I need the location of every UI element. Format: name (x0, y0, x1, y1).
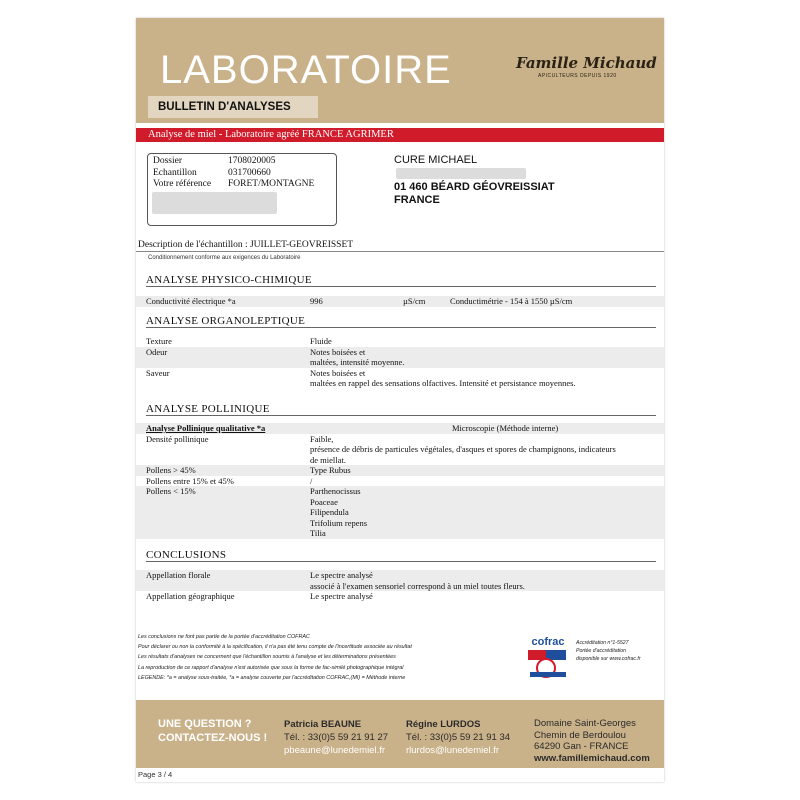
cofrac-logo-icon (524, 632, 572, 680)
sample-description (136, 240, 664, 252)
table-row (136, 528, 664, 539)
contact-email[interactable]: rlurdos@lunedemiel.fr (406, 745, 500, 756)
conclusions-rows (136, 570, 664, 602)
row-value: Parthenocissus (310, 486, 361, 496)
dossier-label: Dossier (153, 156, 183, 166)
lab-title: LABORATOIRE (160, 48, 452, 92)
dossier-value: FORET/MONTAGNE (228, 179, 315, 189)
contact-email[interactable]: pbeaune@lunedemiel.fr (284, 745, 386, 756)
row-value: Trifolium repens (310, 517, 368, 528)
table-row (136, 581, 664, 592)
address-line: 64290 Gan - FRANCE (534, 741, 629, 752)
website-link[interactable]: www.famillemichaud.com (534, 752, 650, 764)
pollinique-rows (136, 423, 664, 539)
dossier-row (153, 168, 336, 180)
table-row (136, 368, 664, 379)
dossier-value: 031700660 (228, 167, 271, 178)
bulletin-label: BULLETIN D'ANALYSES (148, 96, 318, 118)
contact-person-2 (406, 718, 510, 757)
dossier-box (147, 153, 337, 226)
table-row (136, 378, 664, 389)
question-line: CONTACTEZ-NOUS ! (158, 732, 268, 744)
dossier-label: Votre référence (153, 179, 212, 189)
report-page (136, 18, 664, 782)
sample-description-text: Description de l'échantillon : JUILLET-GEOVREISSET (138, 240, 354, 250)
row-value: Le spectre analysé (310, 591, 373, 601)
table-row (136, 336, 664, 347)
physico-rows (136, 296, 664, 307)
section-title-conclusions: CONCLUSIONS (146, 549, 656, 562)
company-address (534, 718, 650, 764)
contact-person-1 (284, 718, 388, 757)
cofrac-logo-text: cofrac (531, 636, 565, 648)
table-row (136, 486, 664, 497)
organo-rows (136, 336, 664, 389)
note-line: Les résultats d'analyses ne concernent que l'échantillon soumis à l'analyse et les déterminations présentées (138, 654, 396, 661)
cofrac-line: Accréditation n°1-5527 (576, 640, 629, 646)
table-row (136, 507, 664, 518)
table-row (136, 296, 664, 307)
cofrac-line: disponible sur www.cofrac.fr (576, 656, 641, 662)
row-label: Pollens < 15% (146, 486, 196, 496)
dossier-row (153, 179, 336, 191)
row-value: de miellat. (310, 454, 346, 465)
redacted-field (152, 192, 277, 214)
row-value: 996 (310, 296, 323, 306)
note-line: Pour déclarer ou non la conformité à la spécification, il n'a pas été tenu compte de l'incertitude associée au résultat (138, 644, 412, 651)
row-value: Type Rubus (310, 465, 351, 475)
cofrac-accreditation (576, 639, 641, 663)
row-value: Le spectre analysé (310, 570, 373, 580)
row-value: maltées en rappel des sensations olfactives. Intensité et persistance moyennes. (310, 378, 576, 388)
brand-logo: Famille Michaud (516, 54, 657, 72)
row-label: Conductivité électrique *a (146, 296, 236, 306)
contact-phone: Tél. : 33(0)5 59 21 91 27 (284, 732, 389, 743)
table-row (136, 465, 664, 476)
table-row (136, 423, 664, 434)
row-label: Texture (146, 336, 172, 346)
note-line: Les conclusions ne font pas partie de la portée d'accréditation COFRAC (138, 634, 310, 640)
contact-question (158, 717, 267, 745)
contact-name: Régine LURDOS (406, 719, 481, 730)
row-value: Faible, (310, 433, 334, 444)
cofrac-line: Portée d'accréditation (576, 648, 627, 654)
row-value: Fluide (310, 336, 332, 346)
row-value: Poaceae (310, 496, 338, 507)
legal-notes (138, 632, 518, 683)
row-label: Pollens > 45% (146, 465, 196, 475)
redacted-field (396, 168, 526, 179)
table-row (136, 434, 664, 445)
row-value: / (310, 475, 313, 486)
table-row (136, 357, 664, 368)
table-row (136, 570, 664, 581)
row-label: Analyse Pollinique qualitative *a (146, 423, 266, 433)
header-banner (136, 18, 664, 123)
row-label: Densité pollinique (146, 433, 209, 444)
question-line: UNE QUESTION ? (158, 718, 252, 730)
row-value: associé à l'examen sensoriel correspond à un miel toutes fleurs. (310, 580, 525, 591)
row-value: maltées, intensité moyenne. (310, 357, 405, 367)
row-method: Microscopie (Méthode interne) (452, 423, 559, 433)
page-number: Page 3 / 4 (138, 770, 173, 779)
row-label: Pollens entre 15% et 45% (146, 475, 234, 486)
section-title-pollinique: ANALYSE POLLINIQUE (146, 403, 656, 416)
row-label: Odeur (146, 346, 168, 357)
row-range: Conductimétrie - 154 à 1550 µS/cm (450, 296, 573, 306)
table-row (136, 347, 664, 358)
row-value: Notes boisées et (310, 346, 366, 357)
contact-phone: Tél. : 33(0)5 59 21 91 34 (406, 732, 511, 743)
table-row (136, 476, 664, 487)
table-row (136, 444, 664, 455)
address-line: Domaine Saint-Georges (534, 718, 636, 729)
lab-approval-bar: Analyse de miel - Laboratoire agréé FRANCE AGRIMER (136, 128, 664, 142)
dossier-value: 1708020005 (228, 156, 276, 166)
row-label: Appellation florale (146, 570, 211, 580)
row-value: Filipendula (310, 507, 349, 517)
table-row (136, 497, 664, 508)
conformity-note: Conditionnement conforme aux exigences du Laboratoire (148, 255, 301, 261)
dossier-label: Echantillon (153, 167, 197, 178)
table-row (136, 518, 664, 529)
client-city: 01 460 BÉARD GÉOVREISSIAT (394, 181, 555, 193)
contact-footer (136, 700, 664, 768)
note-line: La reproduction de ce rapport d'analyse n'est autorisée que sous la forme de fac-similé photographique intégral (138, 664, 404, 671)
row-value: Tilia (310, 528, 326, 538)
dossier-row (153, 156, 336, 168)
row-value: Notes boisées et (310, 367, 366, 378)
row-unit: µS/cm (403, 296, 426, 306)
section-title-physico: ANALYSE PHYSICO-CHIMIQUE (146, 274, 656, 287)
table-row (136, 591, 664, 602)
row-label: Appellation géographique (146, 591, 235, 601)
section-title-organo: ANALYSE ORGANOLEPTIQUE (146, 315, 656, 328)
note-line: LEGENDE: *a = analyse sous-traitée, *a = analyse couverte par l'accréditation COFRAC,(MI) = Méthode interne (138, 674, 406, 681)
row-label: Saveur (146, 367, 170, 378)
row-value: présence de débris de particules végétales, d'asques et spores de champignons, indicateurs (310, 444, 616, 454)
contact-name: Patricia BEAUNE (284, 719, 362, 730)
brand-tagline: APICULTEURS DEPUIS 1920 (538, 73, 617, 79)
client-country: FRANCE (394, 194, 440, 206)
address-line: Chemin de Berdoulou (534, 729, 626, 741)
table-row (136, 455, 664, 466)
client-name: CURE MICHAEL (394, 154, 478, 166)
